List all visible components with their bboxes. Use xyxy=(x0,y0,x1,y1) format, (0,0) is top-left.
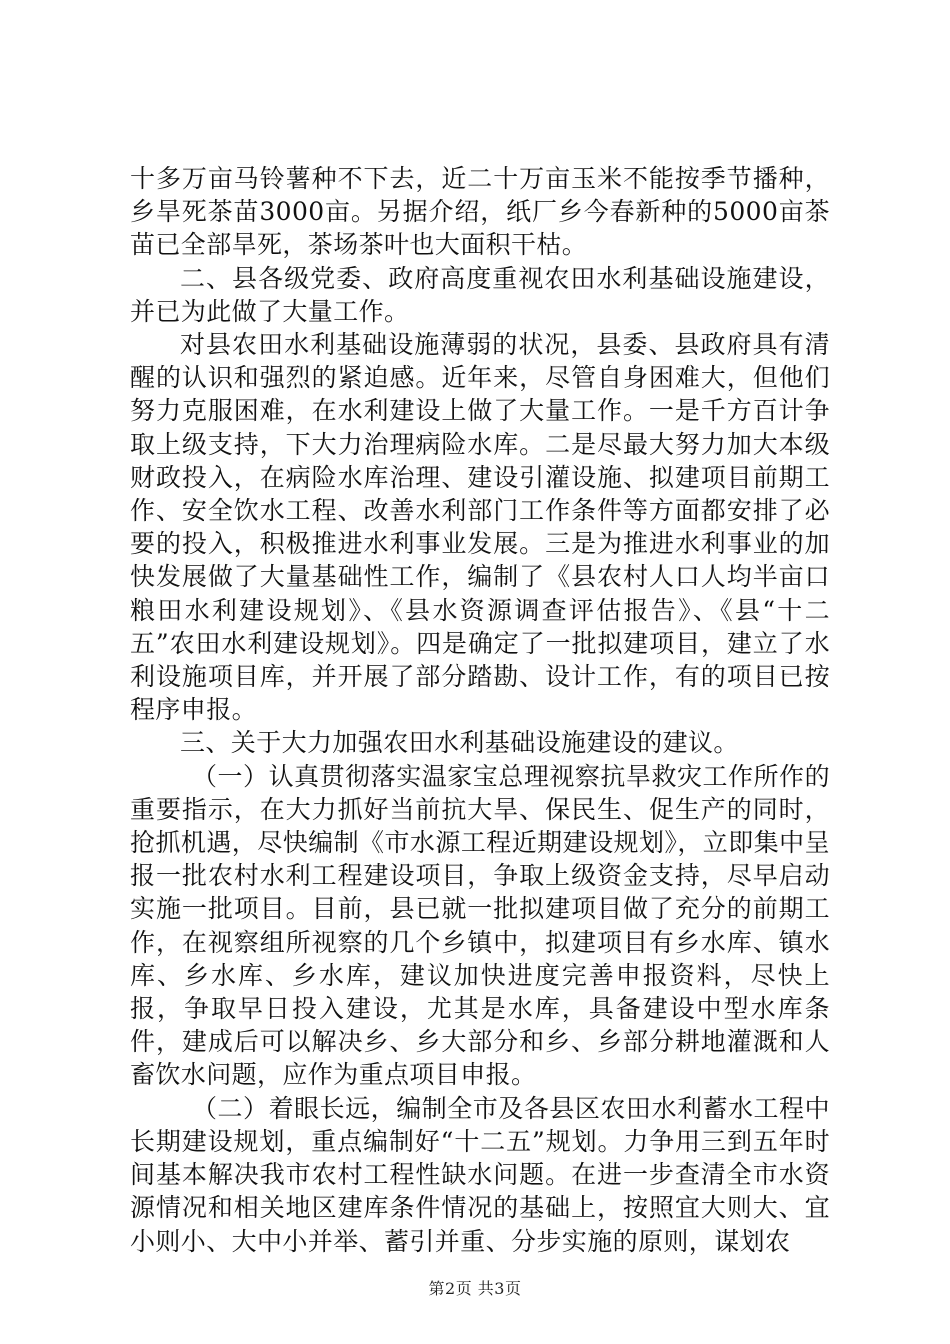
paragraph-section-two-body: 对县农田水利基础设施薄弱的状况，县委、县政府具有清醒的认识和强烈的紧迫感。近年来，尽管自身困难大，但他们努力克服困难，在水利建设上做了大量工作。一是千方百计争取上级支持，下大力治理病险水库。二是尽最大努力加大本级财政投入，在病险水库治理、建设引灌设施、拟建项目前期工作、安全饮水工程、改善水利部门工作条件等方面都安排了必要的投入，积极推进水利事业发展。三是为推进水利事业的加快发展做了大量基础性工作，编制了《县农村人口人均半亩口粮田水利建设规划》、《县水资源调查评估报告》、《县“十二五”农田水利建设规划》。四是确定了一批拟建项目，建立了水利设施项目库，并开展了部分踏勘、设计工作，有的项目已按程序申报。 xyxy=(130,330,830,725)
document-body xyxy=(130,162,830,1258)
paragraph-section-two-heading: 二、县各级党委、政府高度重视农田水利基础设施建设，并已为此做了大量工作。 xyxy=(130,263,830,326)
paragraph-suggestion-two: （二）着眼长远，编制全市及各县区农田水利蓄水工程中长期建设规划，重点编制好“十二五”规划。力争用三到五年时间基本解决我市农村工程性缺水问题。在进一步查清全市水资源情况和相关地区建库条件情况的基础上，按照宜大则大、宜小则小、大中小并举、蓄引并重、分步实施的原则，谋划农 xyxy=(130,1093,830,1256)
paragraph-suggestion-one: （一）认真贯彻落实温家宝总理视察抗旱救灾工作所作的重要指示，在大力抓好当前抗大旱、保民生、促生产的同时，抢抓机遇，尽快编制《市水源工程近期建设规划》，立即集中呈报一批农村水利工程建设项目，争取上级资金支持，尽早启动实施一批项目。目前，县已就一批拟建项目做了充分的前期工作，在视察组所视察的几个乡镇中，拟建项目有乡水库、镇水库、乡水库、乡水库，建议加快进度完善申报资料，尽快上报，争取早日投入建设，尤其是水库，具备建设中型水库条件，建成后可以解决乡、乡大部分和乡、乡部分耕地灌溉和人畜饮水问题，应作为重点项目申报。 xyxy=(130,761,830,1090)
paragraph-continuation: 十多万亩马铃薯种不下去，近二十万亩玉米不能按季节播种，乡旱死茶苗3000亩。另据介绍，纸厂乡今春新种的5000亩茶苗已全部旱死，茶场茶叶也大面积干枯。 xyxy=(130,164,830,260)
paragraph-section-three-heading: 三、关于大力加强农田水利基础设施建设的建议。 xyxy=(180,728,739,758)
page-number-footer: 第2页 共3页 xyxy=(428,1279,522,1298)
